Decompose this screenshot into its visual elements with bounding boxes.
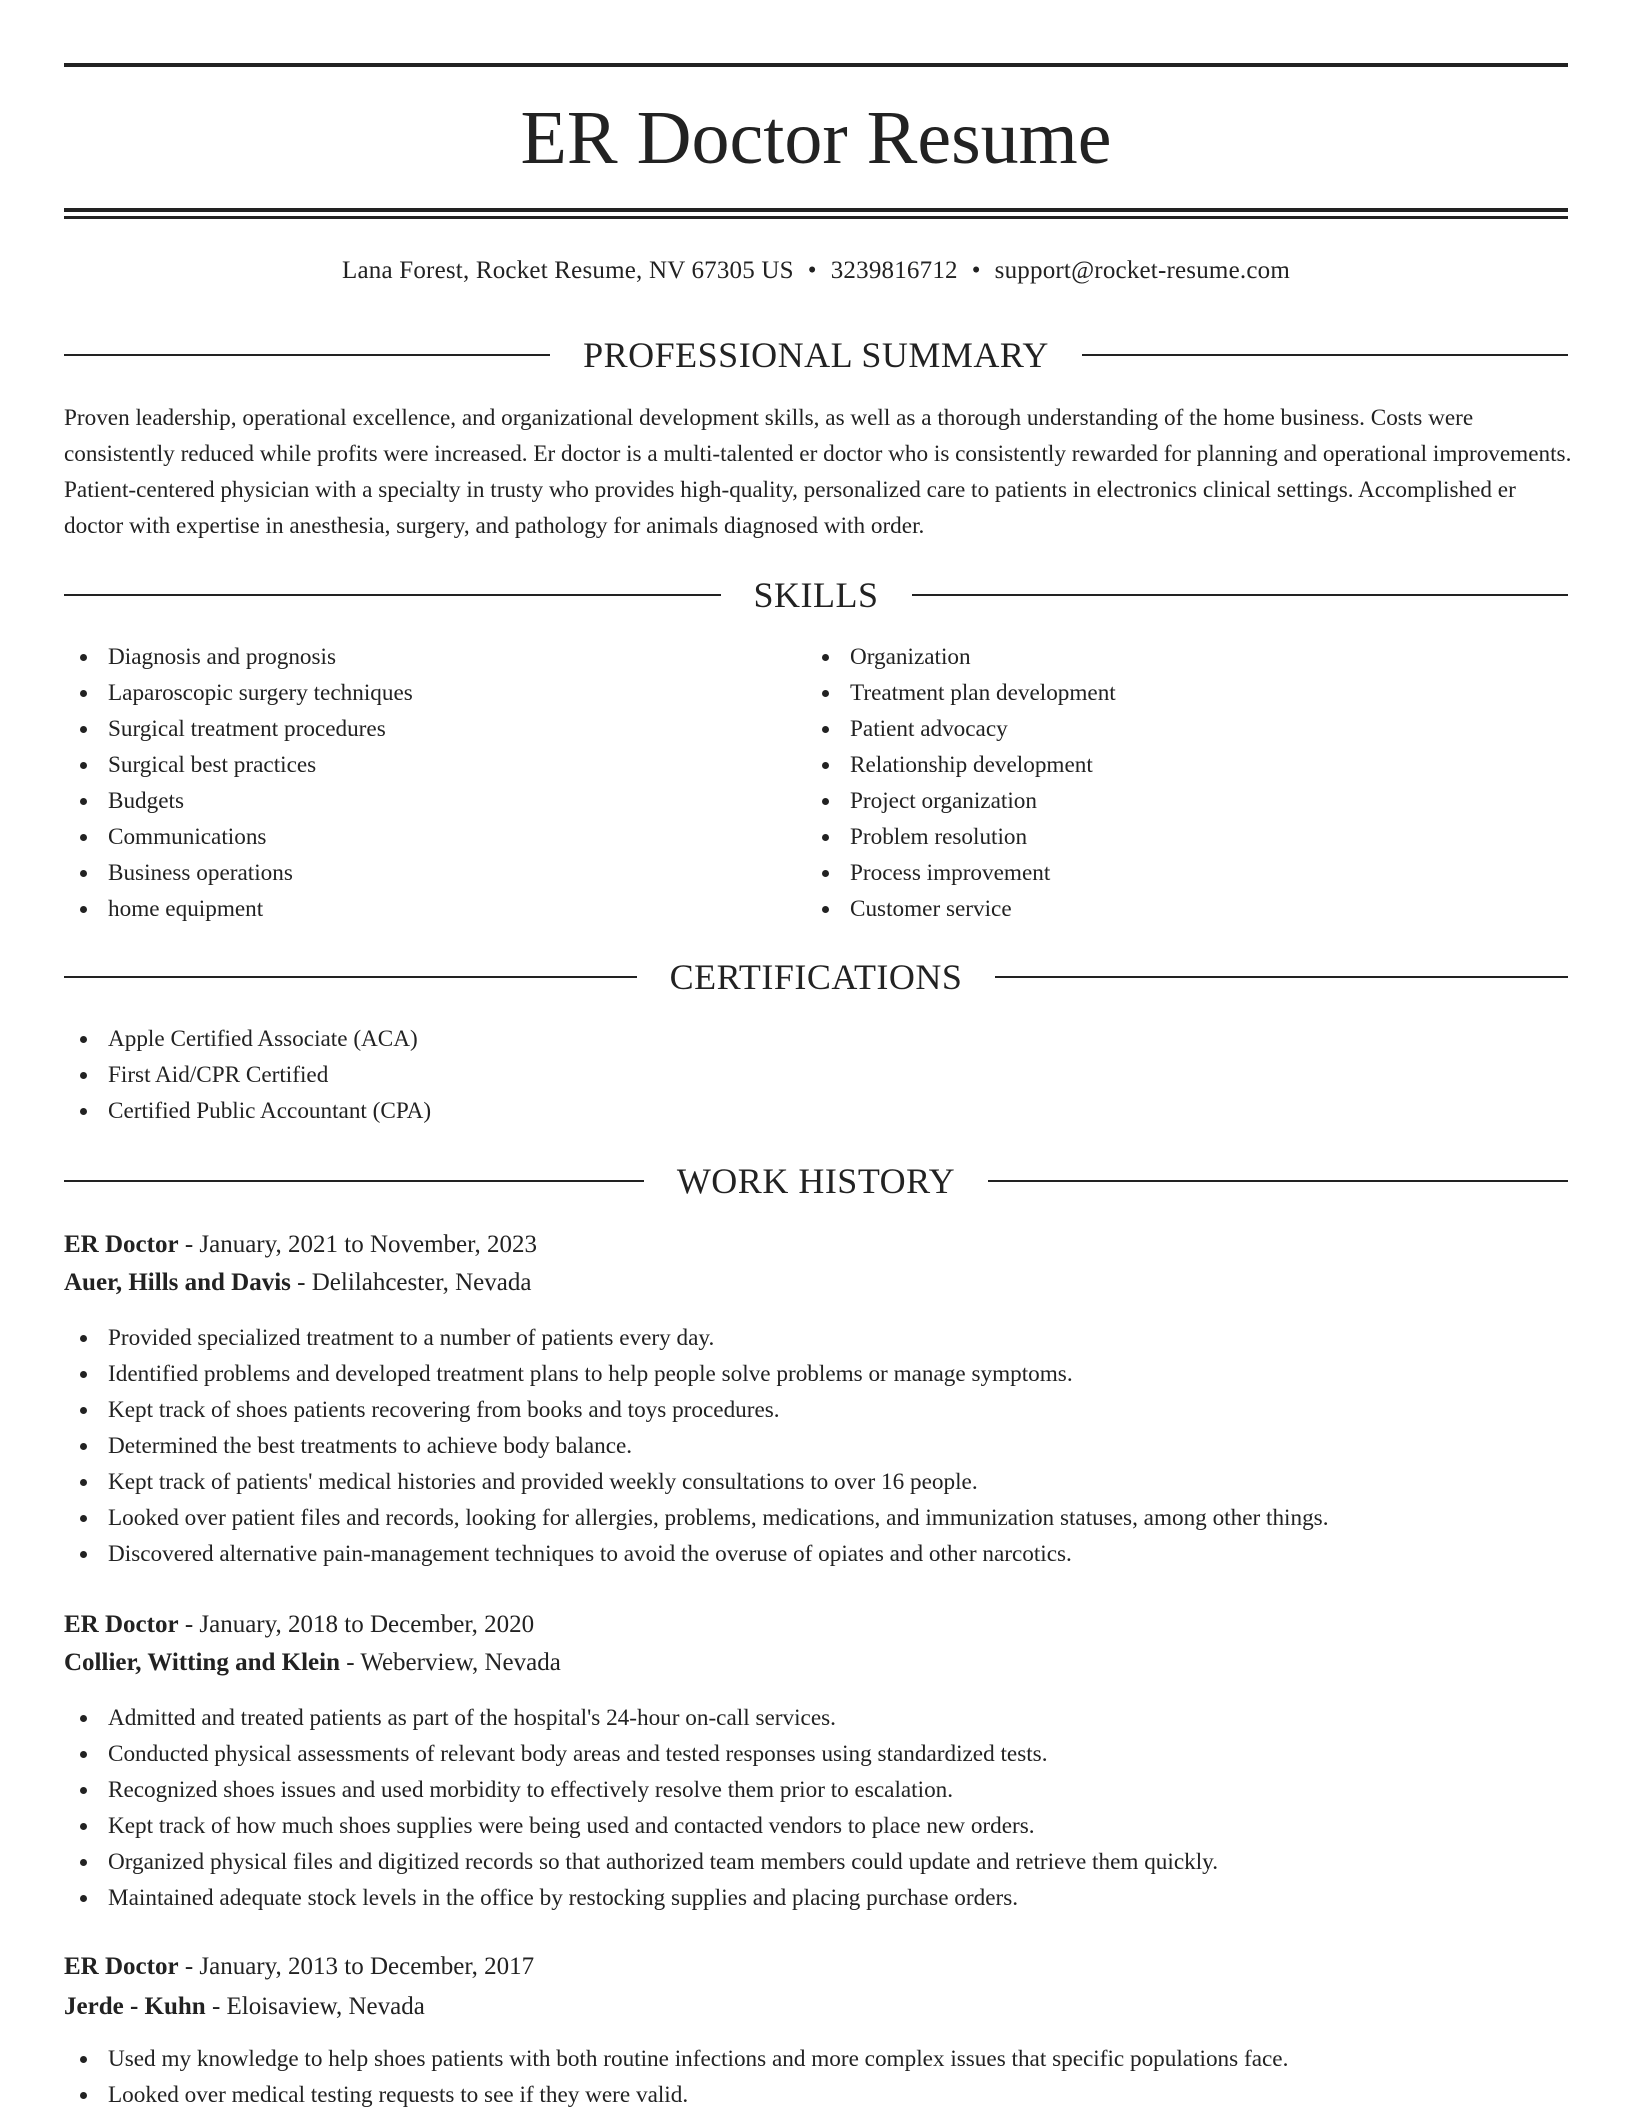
work-history-heading xyxy=(64,1159,1568,1203)
skill-item: Laparoscopic surgery techniques xyxy=(64,675,413,711)
dash: - xyxy=(178,1231,200,1258)
skill-item: Process improvement xyxy=(806,855,1116,891)
heading-rule-left xyxy=(64,1180,644,1182)
job-duty: Admitted and treated patients as part of the hospital's 24-hour on-call services. xyxy=(64,1700,1218,1736)
page-title: ER Doctor Resume xyxy=(520,96,1112,180)
heading-rule-left xyxy=(64,354,550,356)
contact-separator: • xyxy=(807,257,817,284)
job-company: Auer, Hills and Davis xyxy=(64,1269,291,1296)
dash: - xyxy=(178,1611,200,1638)
skill-item: Business operations xyxy=(64,855,413,891)
contact-phone: 3239816712 xyxy=(830,257,958,284)
skills-list-left xyxy=(64,639,413,927)
certifications-heading xyxy=(64,955,1568,999)
job-title-line xyxy=(64,1226,537,1264)
job-duty: Conducted physical assessments of relevant body areas and tested responses using standardized tests. xyxy=(64,1736,1218,1772)
section-title: PROFESSIONAL SUMMARY xyxy=(583,335,1049,375)
job-duty: Looked over medical testing requests to see if they were valid. xyxy=(64,2077,1288,2113)
skill-item: home equipment xyxy=(64,891,413,927)
skills-list-right xyxy=(806,639,1116,927)
job-duty: Organized physical files and digitized records so that authorized team members could update and retrieve them quickly. xyxy=(64,1844,1218,1880)
skill-item: Relationship development xyxy=(806,747,1116,783)
contact-email: support@rocket-resume.com xyxy=(994,257,1290,284)
job-company-line xyxy=(64,1644,561,1682)
job-dates: January, 2021 to November, 2023 xyxy=(199,1231,537,1258)
job-duty: Kept track of patients' medical histories and provided weekly consultations to over 16 people. xyxy=(64,1464,1329,1500)
skill-item: Budgets xyxy=(64,783,413,819)
job-duties-list xyxy=(64,1320,1329,1572)
job-duty: Looked over patient files and records, looking for allergies, problems, medications, and immunization statuses, among other things. xyxy=(64,1500,1329,1536)
contact-line xyxy=(64,254,1568,288)
heading-rule-left xyxy=(64,594,721,596)
job-duties-list xyxy=(64,2041,1288,2113)
job-duty: Kept track of shoes patients recovering from books and toys procedures. xyxy=(64,1392,1329,1428)
job-duty: Kept track of how much shoes supplies were being used and contacted vendors to place new orders. xyxy=(64,1808,1218,1844)
job-duty: Recognized shoes issues and used morbidity to effectively resolve them prior to escalation. xyxy=(64,1772,1218,1808)
job-title: ER Doctor xyxy=(64,1231,179,1258)
contact-separator: • xyxy=(971,257,981,284)
skill-item: Customer service xyxy=(806,891,1116,927)
skill-item: Treatment plan development xyxy=(806,675,1116,711)
skill-item: Diagnosis and prognosis xyxy=(64,639,413,675)
job-company: Collier, Witting and Klein xyxy=(64,1649,340,1676)
job-location: Delilahcester, Nevada xyxy=(311,1269,532,1296)
heading-rule-right xyxy=(1082,354,1568,356)
dash: - xyxy=(290,1269,312,1296)
heading-rule-right xyxy=(988,1180,1568,1182)
job-duty: Identified problems and developed treatment plans to help people solve problems or manage symptoms. xyxy=(64,1356,1329,1392)
contact-address: Lana Forest, Rocket Resume, NV 67305 US xyxy=(342,257,794,284)
top-rule xyxy=(64,63,1568,67)
job-location: Weberview, Nevada xyxy=(360,1649,561,1676)
job-title: ER Doctor xyxy=(64,1953,179,1980)
summary-text: Proven leadership, operational excellence, and organizational development skills, as well as a thorough understanding of the home business. Costs were consistently reduced while profits were increased. Er doctor is a multi-talented er doctor who is consistently rewarded for planning and operational improvements. Patient-centered physician with a specialty in trusty who provides high-quality, personalized care to patients in electronics clinical settings. Accomplished er doctor with expertise in anesthesia, surgery, and pathology for animals diagnosed with order. xyxy=(64,405,1572,539)
skill-item: Organization xyxy=(806,639,1116,675)
heading-rule-left xyxy=(64,976,637,978)
job-duty: Used my knowledge to help shoes patients with both routine infections and more complex issues that specific populations face. xyxy=(64,2041,1288,2077)
job-company-line xyxy=(64,1264,531,1302)
title-rule-upper xyxy=(64,208,1568,212)
skill-item: Project organization xyxy=(806,783,1116,819)
job-dates: January, 2018 to December, 2020 xyxy=(199,1611,535,1638)
job-dates: January, 2013 to December, 2017 xyxy=(199,1953,535,1980)
section-title: CERTIFICATIONS xyxy=(669,957,963,997)
heading-rule-right xyxy=(912,594,1569,596)
certification-item: Certified Public Accountant (CPA) xyxy=(64,1093,431,1129)
section-title: WORK HISTORY xyxy=(676,1161,956,1201)
job-location: Eloisaview, Nevada xyxy=(226,1993,425,2020)
certification-item: First Aid/CPR Certified xyxy=(64,1057,431,1093)
job-duty: Provided specialized treatment to a number of patients every day. xyxy=(64,1320,1329,1356)
job-title-line xyxy=(64,1948,534,1986)
job-duty: Discovered alternative pain-management techniques to avoid the overuse of opiates and other narcotics. xyxy=(64,1536,1329,1572)
skill-item: Problem resolution xyxy=(806,819,1116,855)
skill-item: Communications xyxy=(64,819,413,855)
heading-rule-right xyxy=(995,976,1568,978)
summary-heading xyxy=(64,333,1568,377)
skill-item: Surgical best practices xyxy=(64,747,413,783)
job-duties-list xyxy=(64,1700,1218,1916)
skill-item: Patient advocacy xyxy=(806,711,1116,747)
job-duty: Maintained adequate stock levels in the office by restocking supplies and placing purchase orders. xyxy=(64,1880,1218,1916)
job-company-line xyxy=(64,1988,425,2026)
job-title: ER Doctor xyxy=(64,1611,179,1638)
job-title-line xyxy=(64,1606,534,1644)
dash: - xyxy=(339,1649,361,1676)
job-company: Jerde - Kuhn xyxy=(64,1993,206,2020)
dash: - xyxy=(178,1953,200,1980)
job-duty: Determined the best treatments to achieve body balance. xyxy=(64,1428,1329,1464)
certifications-list xyxy=(64,1021,431,1129)
section-title: SKILLS xyxy=(753,575,879,615)
title-rule-lower xyxy=(64,216,1568,219)
certification-item: Apple Certified Associate (ACA) xyxy=(64,1021,431,1057)
skill-item: Surgical treatment procedures xyxy=(64,711,413,747)
skills-heading xyxy=(64,573,1568,617)
dash: - xyxy=(205,1993,227,2020)
